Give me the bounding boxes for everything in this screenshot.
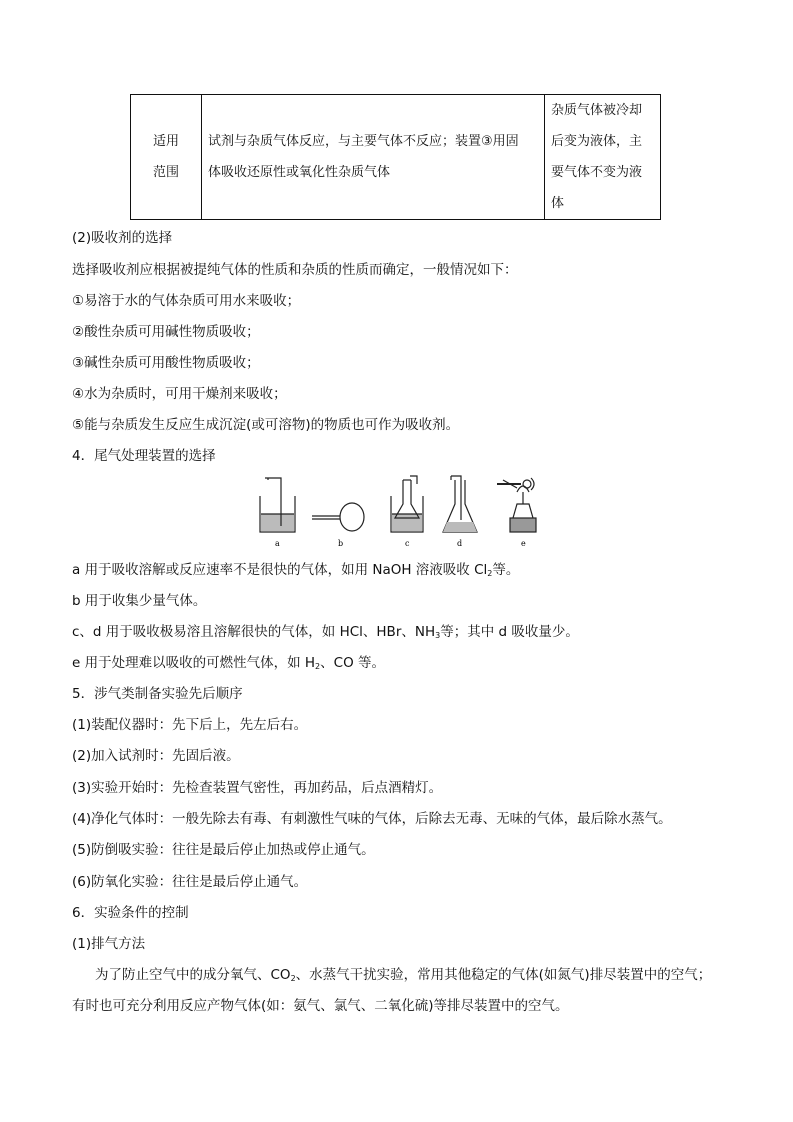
cell-text: 范围 xyxy=(152,165,179,180)
section-heading: 6．实验条件的控制 xyxy=(72,905,189,921)
table-row xyxy=(131,95,661,220)
paragraph: 选择吸收剂应根据被提纯气体的性质和杂质的性质而确定，一般情况如下： xyxy=(72,262,518,278)
subscript: 2 xyxy=(315,662,321,671)
figure-label: a xyxy=(275,539,280,548)
cell-text: 体 xyxy=(551,196,565,211)
list-item: (6)防氧化实验：往往是最后停止通气。 xyxy=(72,874,308,890)
list-item: ⑤能与杂质发生反应生成沉淀(或可溶物)的物质也可作为吸收剂。 xyxy=(72,417,460,433)
list-item: (2)加入试剂时：先固后液。 xyxy=(72,748,240,764)
cell-text: 适用 xyxy=(152,134,179,149)
list-item: ③碱性杂质可用酸性物质吸收； xyxy=(72,355,260,371)
section-heading: 4．尾气处理装置的选择 xyxy=(72,448,216,464)
subscript: 2 xyxy=(487,569,493,578)
table-cell-cooling xyxy=(545,95,661,220)
list-item: (3)实验开始时：先检查装置气密性，再加药品，后点酒精灯。 xyxy=(72,780,443,796)
paragraph xyxy=(95,966,711,988)
text-run: 等。 xyxy=(492,562,520,578)
subscript: 3 xyxy=(435,631,441,640)
paragraph: b 用于收集少量气体。 xyxy=(72,593,207,609)
cell-text: 试剂与杂质气体反应，与主要气体不反应；装置③用固 xyxy=(208,134,519,149)
cell-text: 杂质气体被冷却 xyxy=(551,103,643,118)
text-run: 、水蒸气干扰实验，常用其他稳定的气体(如氮气)排尽装置中的空气； xyxy=(295,967,712,983)
table-cell-scope-label xyxy=(131,95,202,220)
paragraph: 有时也可充分利用反应产物气体(如：氨气、氯气、二氧化硫)等排尽装置中的空气。 xyxy=(72,998,569,1014)
text-run: 等；其中 d 吸收量少。 xyxy=(440,624,579,640)
paragraph xyxy=(72,561,519,583)
apparatus-e xyxy=(497,478,536,532)
list-item: (5)防倒吸实验：往往是最后停止加热或停止通气。 xyxy=(72,842,375,858)
paragraph xyxy=(72,654,385,676)
apparatus-c xyxy=(391,476,423,532)
apparatus-d xyxy=(443,476,477,532)
list-item: (4)净化气体时：一般先除去有毒、有刺激性气味的气体，后除去无毒、无味的气体，最后除水蒸气。 xyxy=(72,811,672,827)
section-heading: 5．涉气类制备实验先后顺序 xyxy=(72,686,243,702)
table-cell-description xyxy=(202,95,545,220)
figure-label: c xyxy=(405,539,410,548)
subscript: 2 xyxy=(290,974,296,983)
list-item: (1)装配仪器时：先下后上，先左后右。 xyxy=(72,717,308,733)
text-run: e 用于处理难以吸收的可燃性气体，如 H xyxy=(72,655,316,671)
list-item: ④水为杂质时，可用干燥剂来吸收； xyxy=(72,386,287,402)
text-run: c、d 用于吸收极易溶且溶解很快的气体，如 HCl、HBr、NH xyxy=(72,624,436,640)
method-table xyxy=(130,94,661,220)
list-item: ②酸性杂质可用碱性物质吸收； xyxy=(72,324,260,340)
apparatus-b xyxy=(312,503,364,531)
figure-label: e xyxy=(521,539,526,548)
sub-heading: (1)排气方法 xyxy=(72,936,146,952)
text-run: a 用于吸收溶解或反应速率不是很快的气体，如用 NaOH 溶液吸收 Cl xyxy=(72,562,488,578)
section-heading: (2)吸收剂的选择 xyxy=(72,230,173,246)
text-run: 为了防止空气中的成分氧气、CO xyxy=(95,967,291,983)
tail-gas-apparatus-figure xyxy=(255,470,550,550)
paragraph xyxy=(72,623,579,645)
cell-text: 体吸收还原性或氧化性杂质气体 xyxy=(208,165,391,180)
figure-label: d xyxy=(457,539,463,548)
figure-label: b xyxy=(338,539,344,548)
apparatus-a xyxy=(260,478,295,532)
text-run: 、CO 等。 xyxy=(320,655,385,671)
cell-text: 后变为液体，主 xyxy=(551,134,643,149)
list-item: ①易溶于水的气体杂质可用水来吸收； xyxy=(72,293,301,309)
cell-text: 要气体不变为液 xyxy=(551,165,643,180)
